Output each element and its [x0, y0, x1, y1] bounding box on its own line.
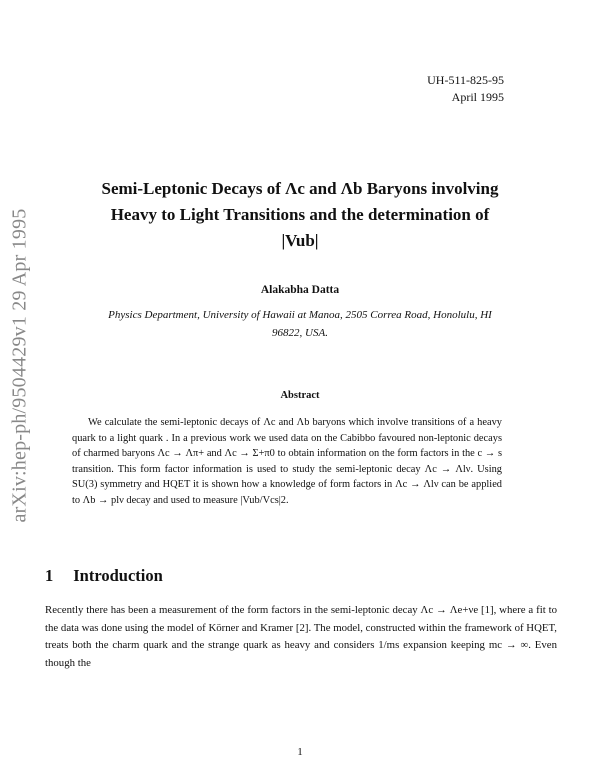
report-info [427, 72, 504, 106]
section-heading [45, 566, 163, 586]
author-name: Alakabha Datta [260, 284, 340, 296]
title-line-3: |Vub| [281, 231, 319, 250]
paper-title [40, 176, 560, 254]
affiliation-line-2: 96822, USA. [272, 327, 328, 339]
section-title: Introduction [73, 566, 163, 585]
affiliation [58, 306, 542, 342]
affiliation-line-1: Physics Department, University of Hawaii at Manoa, 2505 Correa Road, Honolulu, HI [108, 309, 492, 321]
arxiv-stamp-text: arXiv:hep-ph/9504429v1 29 Apr 1995 [8, 208, 31, 522]
arxiv-stamp [0, 195, 40, 535]
page-number: 1 [297, 746, 303, 758]
title-line-1: Semi-Leptonic Decays of Λc and Λb Baryons involving [101, 179, 499, 198]
abstract-text: We calculate the semi-leptonic decays of Λc and Λb baryons which involve transitions of a heavy quark to a light quark . In a previous work we used data on the Cabibbo favoured non-leptonic decays of charmed baryons Λc → Λπ+ and Λc → Σ+π0 to obtain information on the form factors in the c → s transition. This form factor information is used to study the semi-leptonic decay Λc → Λlν. Using SU(3) symmetry and HQET it is shown how a knowledge of form factors in Λc → Λlν can be applied to Λb → plν decay and used to measure |Vub/Vcs|2. [72, 417, 502, 506]
report-number: UH-511-825-95 [427, 73, 504, 87]
abstract-heading: Abstract [280, 390, 320, 401]
title-line-2: Heavy to Light Transitions and the determination of [110, 205, 490, 224]
section-number: 1 [45, 566, 54, 585]
report-date: April 1995 [451, 90, 504, 104]
body-paragraph: Recently there has been a measurement of the form factors in the semi-leptonic decay Λc → Λe+νe [1], where a fit to the data was done using the model of Körner and Kramer [2]. The model, constructed within the framework of HQET, treats both the charm quark and the strange quark as heavy and considers 1/ms expansion keeping mc → ∞. Even though the [45, 604, 557, 669]
